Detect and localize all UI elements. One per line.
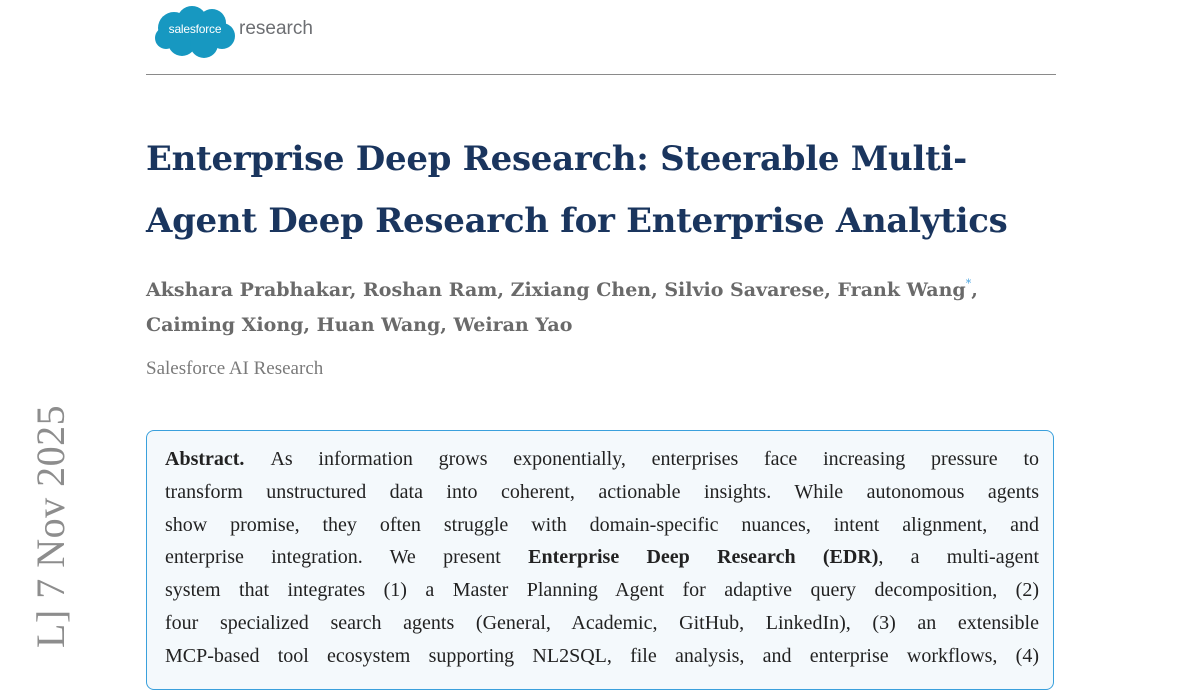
abstract-line-text: As information grows exponentially, enterprises face increasing pressure to bbox=[270, 448, 1039, 470]
paper-title bbox=[146, 128, 1076, 252]
abstract-line: MCP-based tool ecosystem supporting NL2SQL, file analysis, and enterprise workflows, (4) bbox=[165, 644, 1039, 667]
abstract-box bbox=[146, 430, 1054, 690]
title-line: Enterprise Deep Research: Steerable Multi- bbox=[146, 139, 967, 179]
author-separator: , bbox=[971, 279, 978, 301]
abstract-line bbox=[165, 443, 1039, 476]
salesforce-research-logo bbox=[152, 4, 332, 60]
author-line: Caiming Xiong, Huan Wang, Weiran Yao bbox=[146, 314, 573, 336]
abstract-line: four specialized search agents (General, Academic, GitHub, LinkedIn), (3) an extensible bbox=[165, 611, 1039, 634]
abstract-line: show promise, they often struggle with domain-specific nuances, intent alignment, and bbox=[165, 513, 1039, 536]
abstract-text bbox=[165, 443, 1039, 673]
abstract-line: system that integrates (1) a Master Planning Agent for adaptive query decomposition, (2) bbox=[165, 579, 1039, 602]
corresponding-author-mark: * bbox=[965, 277, 972, 290]
author-names: Akshara Prabhakar, Roshan Ram, Zixiang Chen, Silvio Savarese, Frank Wang bbox=[146, 279, 966, 301]
abstract-line-text: , a multi-agent bbox=[878, 546, 1039, 569]
abstract-label: Abstract. bbox=[165, 448, 245, 470]
edr-name: Enterprise Deep Research (EDR) bbox=[528, 546, 879, 569]
author-list bbox=[146, 266, 1086, 343]
arxiv-side-stamp: L] 7 Nov 2025 bbox=[28, 404, 73, 648]
header-divider bbox=[146, 74, 1056, 75]
author-line bbox=[146, 266, 1086, 308]
logo-cloud-text: salesforce bbox=[168, 22, 222, 36]
abstract-line-text: enterprise integration. We present bbox=[165, 546, 501, 569]
abstract-line: transform unstructured data into coherent, actionable insights. While autonomous agents bbox=[165, 480, 1039, 503]
logo-wordmark: research bbox=[239, 18, 313, 39]
affiliation: Salesforce AI Research bbox=[146, 358, 324, 379]
title-line: Agent Deep Research for Enterprise Analytics bbox=[146, 201, 1008, 241]
abstract-line bbox=[165, 541, 1039, 574]
